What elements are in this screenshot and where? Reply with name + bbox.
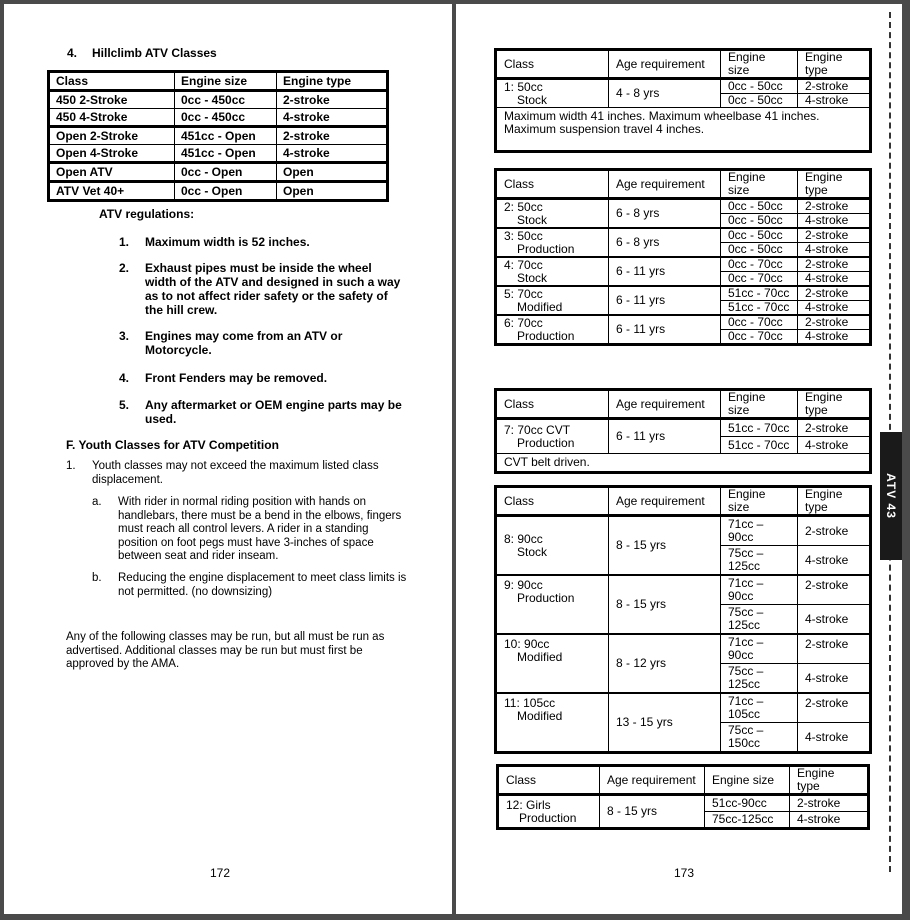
age-cell: 6 - 11 yrs — [609, 286, 721, 315]
table-row — [496, 634, 871, 664]
type-cell: 4-stroke — [798, 605, 871, 635]
table-cell: 4-stroke — [277, 145, 388, 163]
size-cell: 0cc - 50cc — [721, 94, 798, 108]
youth-table-5 — [496, 764, 870, 830]
type-cell: 4-stroke — [798, 243, 871, 258]
class-cell — [496, 419, 609, 454]
size-cell: 75cc – 150cc — [721, 723, 798, 753]
class-name: 12: Girls — [506, 797, 551, 812]
size-cell: 71cc – 105cc — [721, 693, 798, 723]
type-cell: 2-stroke — [798, 575, 871, 605]
youth-table-2 — [494, 168, 872, 346]
class-cell — [496, 315, 609, 345]
page-number: 172 — [210, 866, 231, 880]
type-cell: 4-stroke — [798, 437, 871, 454]
table-row — [49, 145, 388, 163]
regulation-text: Any aftermarket or OEM engine parts may be used. — [145, 398, 402, 426]
type-cell: 2-stroke — [798, 693, 871, 723]
age-cell: 8 - 15 yrs — [600, 795, 705, 829]
table-row — [496, 454, 871, 473]
header-cell: Engine size — [721, 390, 798, 419]
size-cell: 0cc - 70cc — [721, 330, 798, 345]
table-cell: 0cc - Open — [175, 182, 277, 201]
class-name: 6: 70cc — [504, 315, 543, 330]
type-cell: 2-stroke — [798, 199, 871, 214]
size-cell: 0cc - 50cc — [721, 228, 798, 243]
table-cell: 450 2-Stroke — [49, 91, 175, 109]
table-row — [496, 79, 871, 94]
table-row — [49, 91, 388, 109]
table-cell: 0cc - 450cc — [175, 109, 277, 127]
table-cell: 2-stroke — [277, 127, 388, 145]
class-name: 2: 50cc — [504, 199, 543, 214]
class-subname: Production — [519, 810, 577, 825]
age-cell: 6 - 11 yrs — [609, 257, 721, 286]
size-cell: 75cc – 125cc — [721, 605, 798, 635]
class-name: 8: 90cc — [504, 531, 543, 546]
table-row — [496, 575, 871, 605]
size-cell: 0cc - 70cc — [721, 272, 798, 287]
table-cell: ATV Vet 40+ — [49, 182, 175, 201]
class-subname: Stock — [517, 212, 548, 227]
type-cell: 4-stroke — [798, 546, 871, 576]
class-name: 1: 50cc — [504, 79, 543, 94]
class-name: 7: 70cc CVT — [504, 422, 571, 437]
age-cell: 8 - 15 yrs — [609, 516, 721, 576]
header-cell: Engine size — [175, 72, 277, 91]
table-row — [49, 182, 388, 201]
youth-item-text: Youth classes may not exceed the maximum listed class displacement. — [92, 460, 379, 486]
size-cell: 71cc – 90cc — [721, 516, 798, 546]
size-cell: 51cc - 70cc — [721, 286, 798, 301]
table-cell: 0cc - 450cc — [175, 91, 277, 109]
table-row — [496, 108, 871, 152]
table-cell: Open ATV — [49, 163, 175, 182]
section-heading: Hillclimb ATV Classes — [92, 46, 217, 60]
class-name: 5: 70cc — [504, 286, 543, 301]
type-cell: 2-stroke — [798, 286, 871, 301]
age-cell: 8 - 12 yrs — [609, 634, 721, 693]
class-subname: Stock — [517, 270, 548, 285]
class-cell — [496, 634, 609, 693]
youth-subitem-text: With rider in normal riding position with hands on handlebars, there must be a bend in the elbows, fingers must reach all control levers. A rider in a standing position on foot pegs must have 3-inches of space between seat and rider inseam. — [118, 496, 402, 562]
class-name: 10: 90cc — [504, 637, 550, 651]
size-cell: 51cc - 70cc — [721, 419, 798, 437]
header-cell: Class — [496, 390, 609, 419]
type-cell: 2-stroke — [798, 315, 871, 330]
table-row — [496, 693, 871, 723]
size-cell: 0cc - 70cc — [721, 315, 798, 330]
table-header-row — [496, 390, 871, 419]
class-cell — [496, 79, 609, 108]
table-cell: Open 4-Stroke — [49, 145, 175, 163]
header-cell: Engine type — [798, 487, 871, 516]
regulation-text: Exhaust pipes must be inside the wheel width of the ATV and designed in such a way as to not affect rider safety or the safety of the hill crew. — [145, 261, 401, 317]
age-cell: 6 - 8 yrs — [609, 199, 721, 229]
regulation-number: 2. — [119, 261, 130, 275]
table-cell: Open — [277, 163, 388, 182]
youth-subitem-letter: b. — [92, 572, 102, 584]
header-cell: Engine type — [790, 766, 869, 795]
right-page — [456, 4, 902, 914]
table-row — [496, 228, 871, 243]
regulation-number: 5. — [119, 398, 130, 412]
header-cell: Class — [496, 487, 609, 516]
table-cell: 451cc - Open — [175, 145, 277, 163]
class-subname: Modified — [517, 709, 563, 723]
table-cell: 451cc - Open — [175, 127, 277, 145]
size-cell: 75cc – 125cc — [721, 546, 798, 576]
regulation-number: 4. — [119, 371, 130, 385]
type-cell: 2-stroke — [798, 79, 871, 94]
table-header-row — [496, 50, 871, 79]
section-number: 4. — [67, 46, 78, 60]
youth-table-3 — [494, 388, 872, 474]
size-cell: 51cc - 70cc — [721, 437, 798, 454]
table-row — [498, 795, 869, 812]
section-side-tab — [880, 432, 902, 560]
youth-table-1 — [494, 48, 872, 153]
table-row — [496, 286, 871, 301]
table-row — [496, 419, 871, 437]
youth-item-number: 1. — [66, 460, 76, 472]
size-cell: 0cc - 50cc — [721, 199, 798, 214]
class-subname: Production — [517, 591, 575, 605]
closing-paragraph: Any of the following classes may be run, but all must be run as advertised. Additional classes may be run but must first be approved by the AMA. — [66, 631, 385, 670]
age-cell: 4 - 8 yrs — [609, 79, 721, 108]
table-row — [49, 163, 388, 182]
size-cell: 0cc - 50cc — [721, 243, 798, 258]
regulation-text: Engines may come from an ATV or Motorcycle. — [145, 329, 343, 357]
size-cell: 71cc – 90cc — [721, 634, 798, 664]
type-cell: 4-stroke — [790, 812, 869, 829]
class-subname: Stock — [517, 92, 548, 107]
class-name: 11: 105cc — [504, 696, 556, 710]
header-cell: Engine size — [705, 766, 790, 795]
table-row — [496, 516, 871, 546]
regulation-number: 3. — [119, 329, 130, 343]
age-cell: 6 - 11 yrs — [609, 419, 721, 454]
header-cell: Age requirement — [600, 766, 705, 795]
header-cell: Engine type — [798, 170, 871, 199]
header-cell: Engine type — [798, 390, 871, 419]
class-cell — [496, 516, 609, 576]
type-cell: 4-stroke — [798, 664, 871, 694]
left-page — [4, 4, 452, 914]
regulation-text: Front Fenders may be removed. — [145, 371, 328, 385]
header-cell: Age requirement — [609, 50, 721, 79]
age-cell: 6 - 8 yrs — [609, 228, 721, 257]
table-cell: Open — [277, 182, 388, 201]
note-cell: CVT belt driven. — [496, 454, 871, 473]
class-subname: Stock — [517, 544, 548, 559]
header-cell: Engine size — [721, 50, 798, 79]
size-cell: 75cc-125cc — [705, 812, 790, 829]
header-cell: Engine size — [721, 487, 798, 516]
type-cell: 4-stroke — [798, 94, 871, 108]
type-cell: 2-stroke — [798, 228, 871, 243]
header-cell: Class — [49, 72, 175, 91]
regulation-text: Maximum width is 52 inches. — [145, 235, 310, 249]
table-row — [49, 127, 388, 145]
table-row — [496, 315, 871, 330]
type-cell: 4-stroke — [798, 330, 871, 345]
class-cell — [496, 257, 609, 286]
hillclimb-table — [47, 70, 389, 202]
youth-subitem-text: Reducing the engine displacement to meet class limits is not permitted. (no downsizing) — [118, 572, 407, 598]
youth-table-4 — [494, 485, 872, 754]
age-cell: 8 - 15 yrs — [609, 575, 721, 634]
type-cell: 4-stroke — [798, 272, 871, 287]
size-cell: 0cc - 50cc — [721, 79, 798, 94]
header-cell: Engine size — [721, 170, 798, 199]
table-cell: 4-stroke — [277, 109, 388, 127]
size-cell: 51cc - 70cc — [721, 301, 798, 316]
table-header-row — [496, 170, 871, 199]
age-cell: 6 - 11 yrs — [609, 315, 721, 345]
side-tab-label: ATV 43 — [884, 473, 898, 519]
class-cell — [496, 575, 609, 634]
class-subname: Production — [517, 435, 575, 450]
type-cell: 2-stroke — [798, 634, 871, 664]
table-cell: Open 2-Stroke — [49, 127, 175, 145]
note-cell: Maximum width 41 inches. Maximum wheelbase 41 inches. Maximum suspension travel 4 inches. — [496, 108, 871, 152]
header-cell: Age requirement — [609, 390, 721, 419]
table-header-row — [496, 487, 871, 516]
size-cell: 51cc-90cc — [705, 795, 790, 812]
table-header-row — [49, 72, 388, 91]
class-subname: Production — [517, 241, 575, 256]
header-cell: Class — [496, 170, 609, 199]
header-cell: Class — [498, 766, 600, 795]
table-row — [496, 257, 871, 272]
class-name: 3: 50cc — [504, 228, 543, 243]
type-cell: 2-stroke — [798, 257, 871, 272]
class-cell — [496, 199, 609, 229]
class-subname: Production — [517, 328, 575, 343]
class-cell — [496, 693, 609, 753]
type-cell: 4-stroke — [798, 723, 871, 753]
type-cell: 2-stroke — [798, 516, 871, 546]
class-cell — [498, 795, 600, 829]
type-cell: 2-stroke — [790, 795, 869, 812]
table-header-row — [498, 766, 869, 795]
size-cell: 71cc – 90cc — [721, 575, 798, 605]
size-cell: 0cc - 70cc — [721, 257, 798, 272]
class-cell — [496, 228, 609, 257]
type-cell: 4-stroke — [798, 301, 871, 316]
class-cell — [496, 286, 609, 315]
header-cell: Class — [496, 50, 609, 79]
header-cell: Age requirement — [609, 487, 721, 516]
table-cell: 450 4-Stroke — [49, 109, 175, 127]
regulation-number: 1. — [119, 235, 130, 249]
page-number: 173 — [674, 866, 695, 880]
header-cell: Engine type — [277, 72, 388, 91]
type-cell: 2-stroke — [798, 419, 871, 437]
table-row — [496, 199, 871, 214]
table-row — [49, 109, 388, 127]
regulations-title: ATV regulations: — [99, 207, 195, 221]
class-subname: Modified — [517, 650, 563, 664]
header-cell: Age requirement — [609, 170, 721, 199]
header-cell: Engine type — [798, 50, 871, 79]
type-cell: 4-stroke — [798, 214, 871, 229]
class-name: 4: 70cc — [504, 257, 543, 272]
class-name: 9: 90cc — [504, 578, 543, 592]
table-cell: 0cc - Open — [175, 163, 277, 182]
youth-subitem-letter: a. — [92, 496, 102, 508]
size-cell: 75cc – 125cc — [721, 664, 798, 694]
youth-heading: F. Youth Classes for ATV Competition — [66, 438, 279, 452]
table-cell: 2-stroke — [277, 91, 388, 109]
size-cell: 0cc - 50cc — [721, 214, 798, 229]
age-cell: 13 - 15 yrs — [609, 693, 721, 753]
class-subname: Modified — [517, 299, 563, 314]
